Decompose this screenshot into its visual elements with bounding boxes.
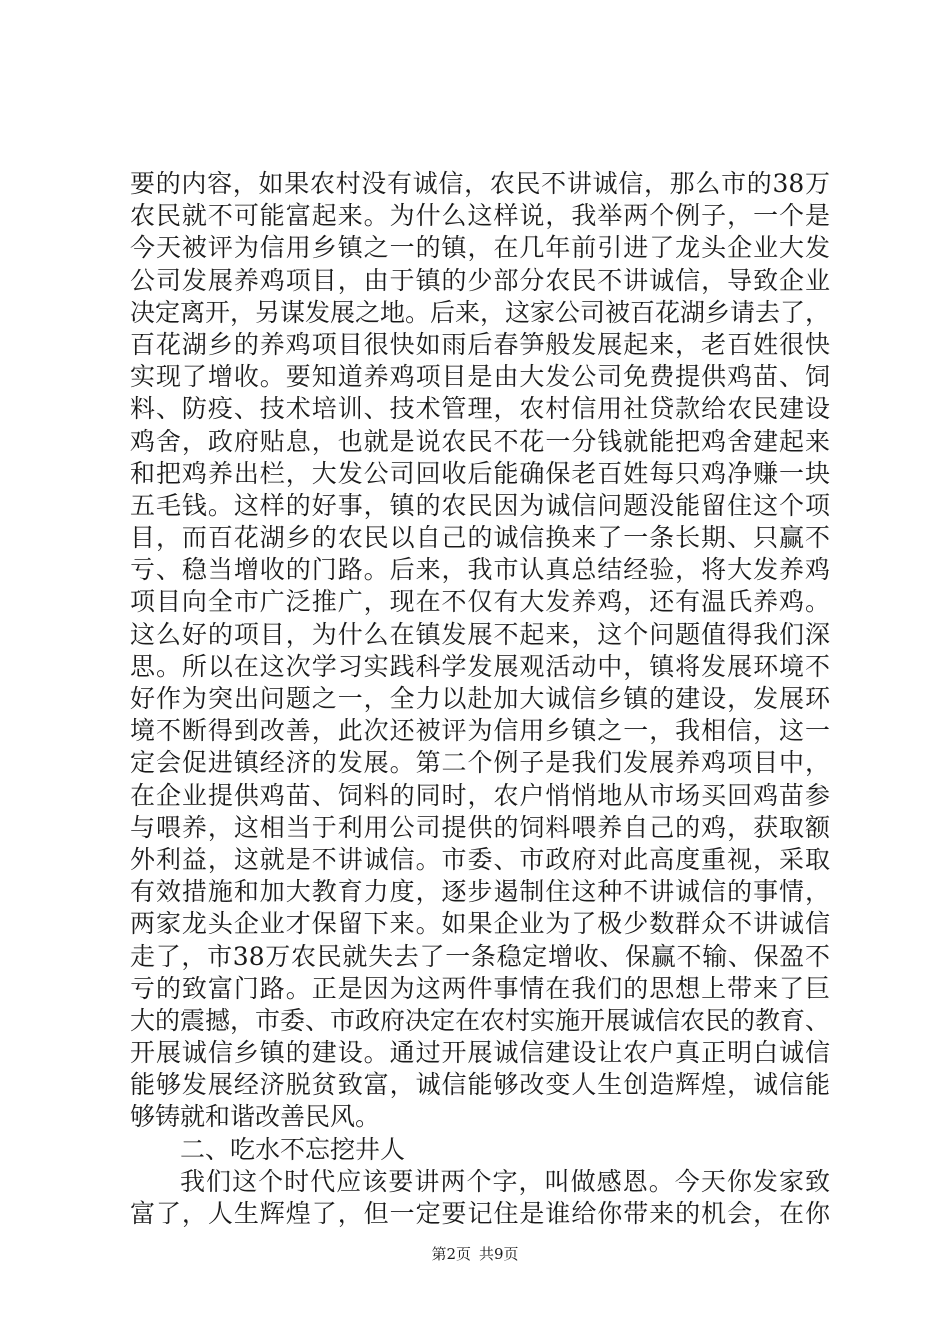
body-line: 富了，人生辉煌了，但一定要记住是谁给你带来的机会，在你	[130, 1199, 830, 1228]
body-line: 料、防疫、技术培训、技术管理，农村信用社贷款给农民建设	[130, 394, 830, 424]
body-line: 和把鸡养出栏，大发公司回收后能确保老百姓每只鸡净赚一块	[130, 458, 830, 488]
body-line: 与喂养，这相当于利用公司提供的饲料喂养自己的鸡，获取额	[130, 812, 830, 842]
body-line: 境不断得到改善，此次还被评为信用乡镇之一，我相信，这一	[130, 716, 830, 746]
body-line: 开展诚信乡镇的建设。通过开展诚信建设让农户真正明白诚信	[130, 1038, 830, 1068]
body-line: 亏的致富门路。正是因为这两件事情在我们的思想上带来了巨	[130, 973, 830, 1003]
body-line: 实现了增收。要知道养鸡项目是由大发公司免费提供鸡苗、饲	[130, 362, 830, 392]
body-line: 思。所以在这次学习实践科学发展观活动中，镇将发展环境不	[130, 651, 830, 681]
body-line: 亏、稳当增收的门路。后来，我市认真总结经验，将大发养鸡	[130, 555, 830, 585]
body-line: 今天被评为信用乡镇之一的镇，在几年前引进了龙头企业大发	[130, 233, 830, 263]
body-line: 大的震撼，市委、市政府决定在农村实施开展诚信农民的教育、	[130, 1005, 830, 1035]
body-line: 定会促进镇经济的发展。第二个例子是我们发展养鸡项目中，	[130, 748, 830, 778]
body-line: 有效措施和加大教育力度，逐步遏制住这种不讲诚信的事情，	[130, 877, 830, 907]
body-line: 公司发展养鸡项目，由于镇的少部分农民不讲诚信，导致企业	[130, 265, 830, 295]
body-line: 五毛钱。这样的好事，镇的农民因为诚信问题没能留住这个项	[130, 490, 830, 520]
body-text	[130, 168, 830, 1230]
body-line: 鸡舍，政府贴息，也就是说农民不花一分钱就能把鸡舍建起来	[130, 426, 830, 456]
page-footer	[0, 1243, 950, 1264]
page-number: 第2页	[431, 1245, 471, 1263]
body-line: 要的内容，如果农村没有诚信，农民不讲诚信，那么市的38万	[130, 169, 830, 198]
body-line: 决定离开，另谋发展之地。后来，这家公司被百花湖乡请去了，	[130, 297, 830, 327]
body-line: 两家龙头企业才保留下来。如果企业为了极少数群众不讲诚信	[130, 909, 830, 939]
body-line: 农民就不可能富起来。为什么这样说，我举两个例子，一个是	[130, 201, 830, 231]
body-line: 目，而百花湖乡的农民以自己的诚信换来了一条长期、只赢不	[130, 523, 830, 553]
body-line: 百花湖乡的养鸡项目很快如雨后春笋般发展起来，老百姓很快	[130, 329, 830, 359]
body-line: 外利益，这就是不讲诚信。市委、市政府对此高度重视，采取	[130, 844, 830, 874]
body-line: 能够发展经济脱贫致富，诚信能够改变人生创造辉煌，诚信能	[130, 1070, 830, 1100]
body-line: 好作为突出问题之一，全力以赴加大诚信乡镇的建设，发展环	[130, 684, 830, 713]
page-total: 共9页	[479, 1245, 519, 1263]
body-line: 走了，市38万农民就失去了一条稳定增收、保赢不输、保盈不	[130, 941, 830, 971]
body-line: 在企业提供鸡苗、饲料的同时，农户悄悄地从市场买回鸡苗参	[130, 780, 830, 810]
section-heading: 二、吃水不忘挖井人	[180, 1134, 406, 1164]
body-line: 我们这个时代应该要讲两个字，叫做感恩。今天你发家致	[180, 1166, 830, 1196]
body-line: 够铸就和谐改善民风。	[130, 1102, 381, 1132]
body-line: 项目向全市广泛推广，现在不仅有大发养鸡，还有温氏养鸡。	[130, 587, 830, 617]
body-line: 这么好的项目，为什么在镇发展不起来，这个问题值得我们深	[130, 619, 830, 649]
